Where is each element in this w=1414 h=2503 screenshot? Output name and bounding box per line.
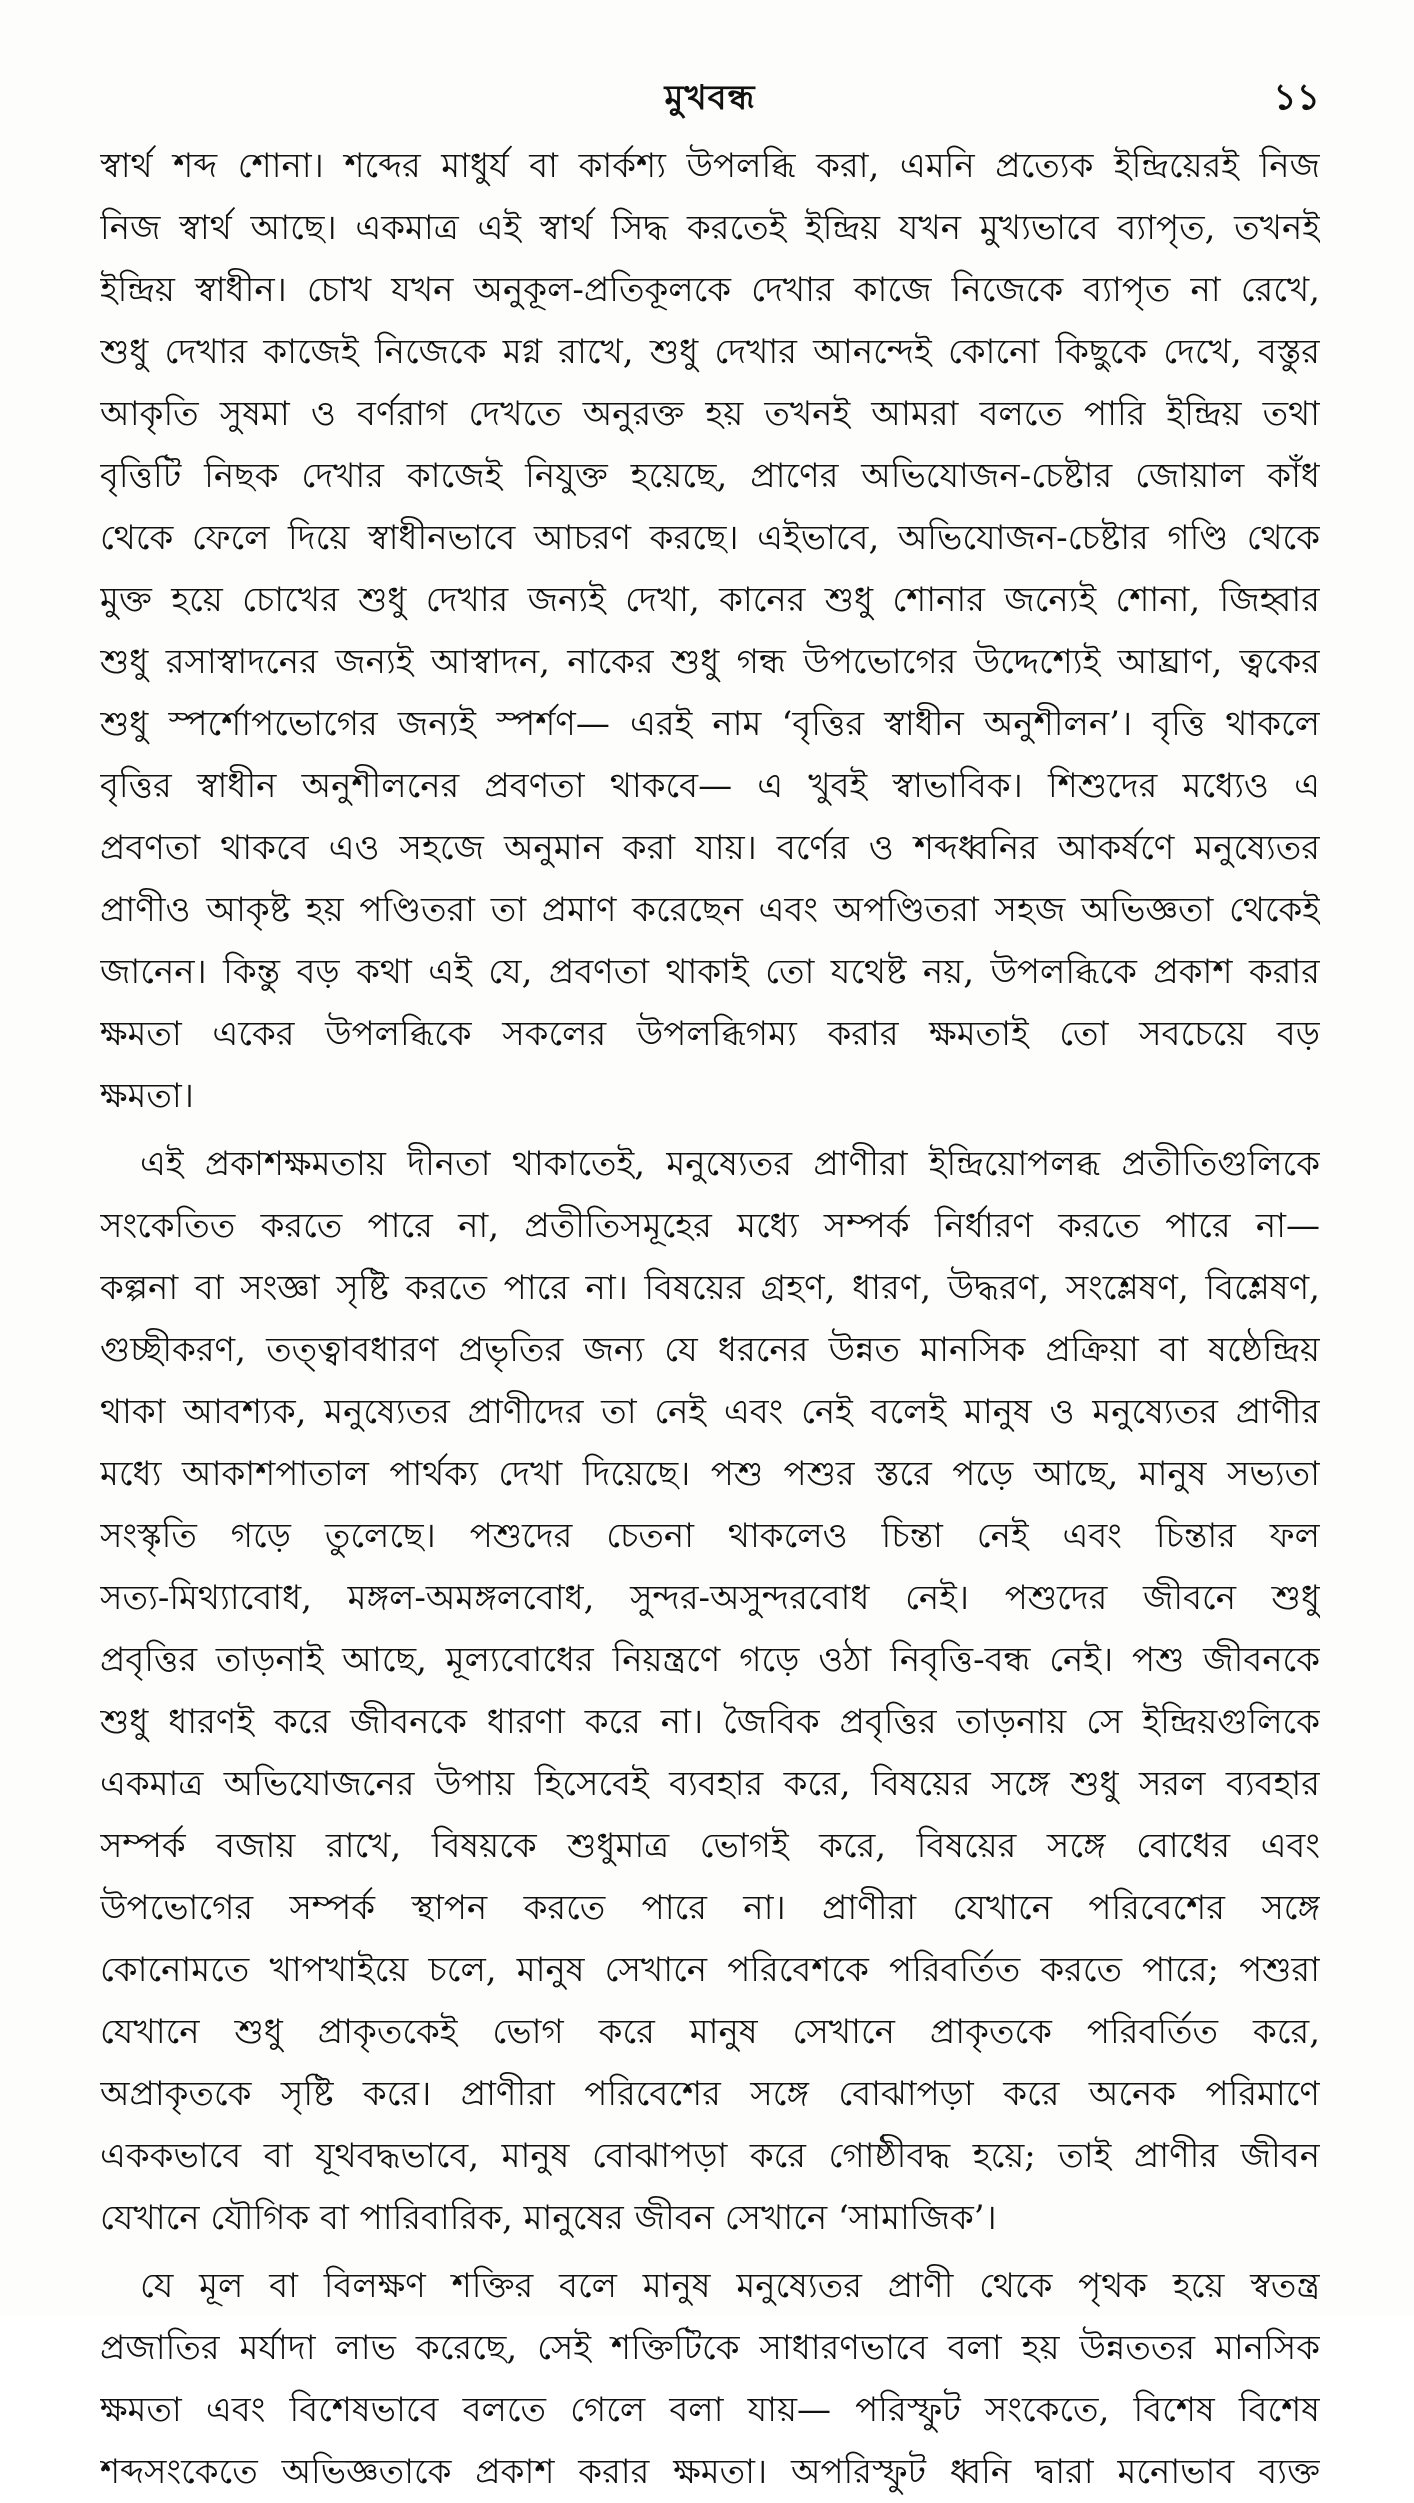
text-line: থাকা আবশ্যক, মনুষ্যেতর প্রাণীদের তা নেই এবং নেই বলেই মানুষ ও মনুষ্যেতর প্রাণীর (100, 1392, 1320, 1432)
text-line: সত্য-মিথ্যাবোধ, মঙ্গল-অমঙ্গলবোধ, সুন্দর-অসুন্দরবোধ নেই। পশুদের জীবনে শুধু (100, 1578, 1320, 1618)
text-line: ইন্দ্রিয় স্বাধীন। চোখ যখন অনুকূল-প্রতিকূলকে দেখার কাজে নিজেকে ব্যাপৃত না রেখে, (100, 270, 1320, 310)
text-line: যে মূল বা বিলক্ষণ শক্তির বলে মানুষ মনুষ্যেতর প্রাণী থেকে পৃথক হয়ে স্বতন্ত্র (140, 2266, 1320, 2306)
text-line: মধ্যে আকাশপাতাল পার্থক্য দেখা দিয়েছে। পশু পশুর স্তরে পড়ে আছে, মানুষ সভ্যতা (100, 1454, 1320, 1494)
text-line: শুধু দেখার কাজেই নিজেকে মগ্ন রাখে, শুধু দেখার আনন্দেই কোনো কিছুকে দেখে, বস্তুর (100, 332, 1320, 372)
text-line: নিজ স্বার্থ আছে। একমাত্র এই স্বার্থ সিদ্ধ করতেই ইন্দ্রিয় যখন মুখ্যভাবে ব্যাপৃত, তখনই (100, 208, 1320, 248)
paragraph-3 (100, 2255, 1320, 2503)
text-line: প্রবণতা থাকবে এও সহজে অনুমান করা যায়। বর্ণের ও শব্দধ্বনির আকর্ষণে মনুষ্যেতর (100, 828, 1320, 868)
text-line: এককভাবে বা যূথবদ্ধভাবে, মানুষ বোঝাপড়া করে গোষ্ঠীবদ্ধ হয়ে; তাই প্রাণীর জীবন (100, 2136, 1320, 2176)
text-line: যেখানে যৌগিক বা পারিবারিক, মানুষের জীবন সেখানে ‘সামাজিক’। (100, 2198, 997, 2238)
text-line: ক্ষমতা। (100, 1076, 194, 1116)
text-line: সংস্কৃতি গড়ে তুলেছে। পশুদের চেতনা থাকলেও চিন্তা নেই এবং চিন্তার ফল (100, 1516, 1320, 1556)
text-line: এই প্রকাশক্ষমতায় দীনতা থাকাতেই, মনুষ্যেতর প্রাণীরা ইন্দ্রিয়োপলব্ধ প্রতীতিগুলিকে (140, 1144, 1320, 1184)
text-line: প্রাণীও আকৃষ্ট হয় পণ্ডিতরা তা প্রমাণ করেছেন এবং অপণ্ডিতরা সহজ অভিজ্ঞতা থেকেই (100, 890, 1320, 930)
text-line: শুধু ধারণই করে জীবনকে ধারণা করে না। জৈবিক প্রবৃত্তির তাড়নায় সে ইন্দ্রিয়গুলিকে (100, 1702, 1320, 1742)
paragraph-2 (100, 1133, 1320, 2249)
text-line: সম্পর্ক বজায় রাখে, বিষয়কে শুধুমাত্র ভোগই করে, বিষয়ের সঙ্গে বোধের এবং (100, 1826, 1320, 1866)
text-line: মুক্ত হয়ে চোখের শুধু দেখার জন্যই দেখা, কানের শুধু শোনার জন্যেই শোনা, জিহ্বার (100, 580, 1320, 620)
text-line: গুচ্ছীকরণ, তত্ত্বাবধারণ প্রভৃতির জন্য যে ধরনের উন্নত মানসিক প্রক্রিয়া বা ষষ্ঠেন্দ্রিয় (100, 1330, 1320, 1370)
body-text (100, 135, 1320, 2503)
text-line: শব্দসংকেতে অভিজ্ঞতাকে প্রকাশ করার ক্ষমতা। অপরিস্ফুট ধ্বনি দ্বারা মনোভাব ব্যক্ত (100, 2452, 1320, 2492)
paragraph-1 (100, 135, 1320, 1127)
text-line: স্বার্থ শব্দ শোনা। শব্দের মাধুর্য বা কার্কশ্য উপলব্ধি করা, এমনি প্রত্যেক ইন্দ্রিয়েরই নিজ (100, 146, 1320, 186)
text-line: অপ্রাকৃতকে সৃষ্টি করে। প্রাণীরা পরিবেশের সঙ্গে বোঝাপড়া করে অনেক পরিমাণে (100, 2074, 1320, 2114)
text-line: কল্পনা বা সংজ্ঞা সৃষ্টি করতে পারে না। বিষয়ের গ্রহণ, ধারণ, উদ্ধরণ, সংশ্লেষণ, বিশ্লেষণ, (100, 1268, 1320, 1308)
page-header (100, 62, 1320, 122)
text-line: আকৃতি সুষমা ও বর্ণরাগ দেখতে অনুরক্ত হয় তখনই আমরা বলতে পারি ইন্দ্রিয় তথা (100, 394, 1320, 434)
text-line: ক্ষমতা এবং বিশেষভাবে বলতে গেলে বলা যায়— পরিস্ফুট সংকেতে, বিশেষ বিশেষ (100, 2390, 1320, 2430)
text-line: প্রবৃত্তির তাড়নাই আছে, মূল্যবোধের নিয়ন্ত্রণে গড়ে ওঠা নিবৃত্তি-বন্ধ নেই। পশু জীবনকে (100, 1640, 1320, 1680)
text-line: শুধু স্পর্শোপভোগের জন্যই স্পর্শণ— এরই নাম ‘বৃত্তির স্বাধীন অনুশীলন’। বৃত্তি থাকলে (100, 704, 1320, 744)
text-line: উপভোগের সম্পর্ক স্থাপন করতে পারে না। প্রাণীরা যেখানে পরিবেশের সঙ্গে (100, 1888, 1320, 1928)
text-line: যেখানে শুধু প্রাকৃতকেই ভোগ করে মানুষ সেখানে প্রাকৃতকে পরিবর্তিত করে, (100, 2012, 1320, 2052)
text-line: একমাত্র অভিযোজনের উপায় হিসেবেই ব্যবহার করে, বিষয়ের সঙ্গে শুধু সরল ব্যবহার (100, 1764, 1320, 1804)
text-line: সংকেতিত করতে পারে না, প্রতীতিসমূহের মধ্যে সম্পর্ক নির্ধারণ করতে পারে না— (100, 1206, 1320, 1246)
page-number: ১১ (1273, 76, 1320, 118)
running-title: মুখবন্ধ (664, 78, 756, 118)
text-line: বৃত্তিটি নিছক দেখার কাজেই নিযুক্ত হয়েছে, প্রাণের অভিযোজন-চেষ্টার জোয়াল কাঁধ (100, 456, 1320, 496)
text-line: ক্ষমতা একের উপলব্ধিকে সকলের উপলব্ধিগম্য করার ক্ষমতাই তো সবচেয়ে বড় (100, 1014, 1320, 1054)
text-line: শুধু রসাস্বাদনের জন্যই আস্বাদন, নাকের শুধু গন্ধ উপভোগের উদ্দেশ্যেই আঘ্রাণ, ত্বকের (100, 642, 1320, 682)
text-line: বৃত্তির স্বাধীন অনুশীলনের প্রবণতা থাকবে— এ খুবই স্বাভাবিক। শিশুদের মধ্যেও এ (100, 766, 1320, 806)
text-line: কোনোমতে খাপখাইয়ে চলে, মানুষ সেখানে পরিবেশকে পরিবর্তিত করতে পারে; পশুরা (100, 1950, 1320, 1990)
text-line: প্রজাতির মর্যাদা লাভ করেছে, সেই শক্তিটিকে সাধারণভাবে বলা হয় উন্নততর মানসিক (100, 2328, 1320, 2368)
text-line: জানেন। কিন্তু বড় কথা এই যে, প্রবণতা থাকাই তো যথেষ্ট নয়, উপলব্ধিকে প্রকাশ করার (100, 952, 1320, 992)
text-line: থেকে ফেলে দিয়ে স্বাধীনভাবে আচরণ করছে। এইভাবে, অভিযোজন-চেষ্টার গণ্ডি থেকে (100, 518, 1320, 558)
